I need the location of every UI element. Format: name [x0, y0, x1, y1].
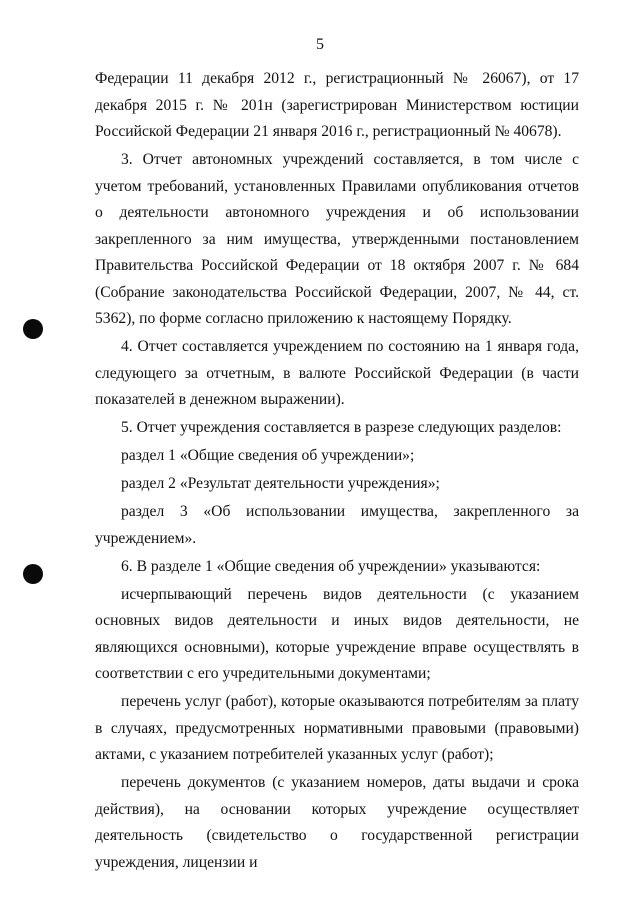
- paragraph-continuation: Федерации 11 декабря 2012 г., регистрационный № 26067), от 17 декабря 2015 г. № 201н (зарегистрирован Министерством юстиции Российской Федерации 21 января 2016 г., регистрационный № 40678).: [95, 70, 579, 140]
- section-3-line: раздел 3 «Об использовании имущества, закрепленного за учреждением».: [95, 503, 579, 547]
- page-number: 5: [316, 36, 324, 53]
- section-2-line: раздел 2 «Результат деятельности учреждения»;: [121, 475, 440, 492]
- punch-hole-mark: [23, 564, 43, 584]
- list-item-documents: перечень документов (с указанием номеров, даты выдачи и срока действия), на основании которых учреждение осуществляет деятельность (свидетельство о государственной регистрации учреждения, лицензии и: [95, 774, 579, 871]
- paragraph-item-3: 3. Отчет автономных учреждений составляется, в том числе с учетом требований, установленных Правилами опубликования отчетов о деятельности автономного учреждения и об использовании закрепленного за ним имущества, утвержденными постановлением Правительства Российской Федерации от 18 октября 2007 г. № 684 (Собрание законодательства Российской Федерации, 2007, № 44, ст. 5362), по форме согласно приложению к настоящему Порядку.: [95, 151, 579, 327]
- section-1-line: раздел 1 «Общие сведения об учреждении»;: [121, 447, 415, 464]
- list-item-activities: исчерпывающий перечень видов деятельности (с указанием основных видов деятельности и иных видов деятельности, не являющихся основными), которые учреждение вправе осуществлять в соответствии с его учредительными документами;: [95, 585, 579, 682]
- paragraph-item-4: 4. Отчет составляется учреждением по состоянию на 1 января года, следующего за отчетным, в валюте Российской Федерации (в части показателей в денежном выражении).: [95, 338, 579, 408]
- list-item-services: перечень услуг (работ), которые оказываются потребителям за плату в случаях, предусмотренных нормативными правовыми (правовыми) актами, с указанием потребителей указанных услуг (работ);: [95, 693, 579, 763]
- paragraph-item-5: 5. Отчет учреждения составляется в разрезе следующих разделов:: [121, 419, 562, 436]
- paragraph-item-6: 6. В разделе 1 «Общие сведения об учреждении» указываются:: [121, 557, 541, 575]
- body-text: [95, 66, 579, 876]
- punch-hole-mark: [23, 319, 43, 339]
